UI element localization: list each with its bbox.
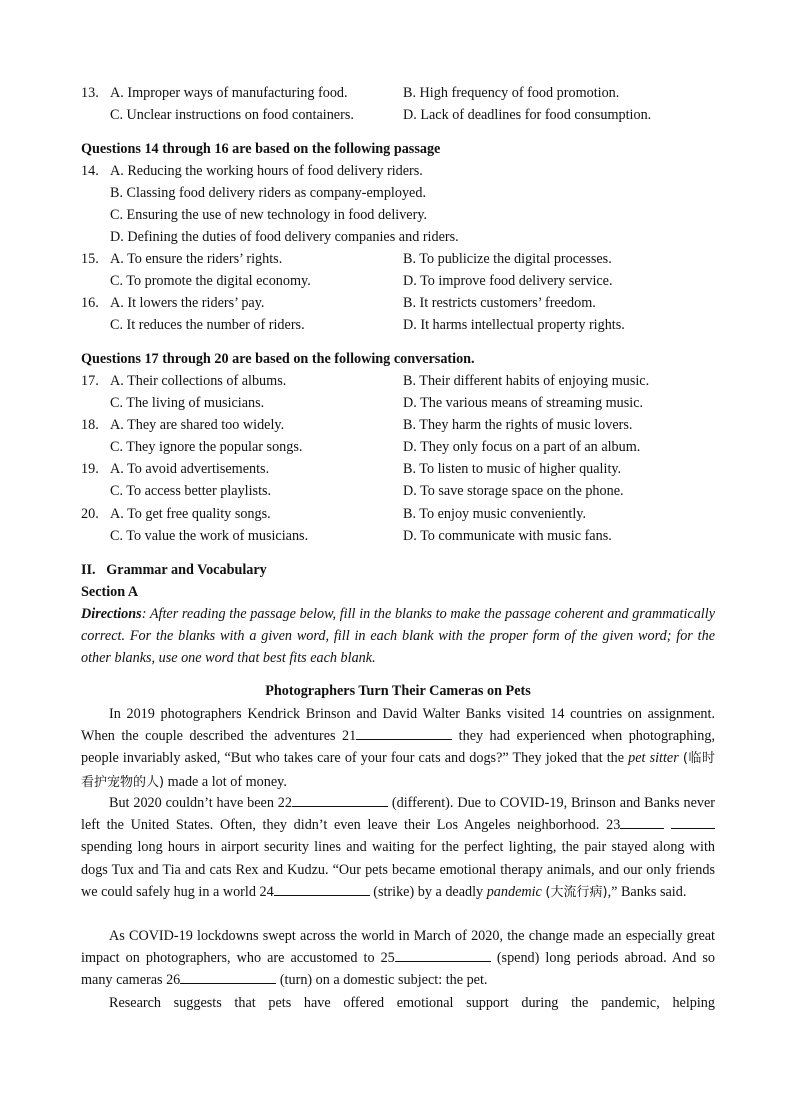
passage-paragraph-4 [81,992,715,1014]
question-number: 19. [81,461,99,477]
passage-paragraph-2 [81,792,715,904]
option-a: A. Reducing the working hours of food delivery riders. [110,163,423,179]
paragraph-text: (strike) by a deadly [369,883,487,900]
option-c: C. They ignore the popular songs. [110,439,303,455]
option-a: A. To avoid advertisements. [110,461,270,477]
blank-21[interactable] [356,725,452,740]
option-b: B. They harm the rights of music lovers. [403,417,633,433]
option-b: B. It restricts customers’ freedom. [403,295,596,311]
option-c: C. Ensuring the use of new technology in food delivery. [110,207,428,223]
paragraph-text: they had experienced when photographing, people invariably asked, “But who takes care of your four cats and dogs?” They joked that the [81,728,716,767]
option-b: B. To publicize the digital processes. [403,251,612,267]
option-c: C. To access better playlists. [110,483,272,499]
paragraph-text: Research suggests that pets have offered emotional support during the pandemic, helping [109,995,715,1011]
term-pandemic: pandemic [486,883,542,900]
option-d: D. Lack of deadlines for food consumption. [403,107,652,123]
option-d: D. To communicate with music fans. [403,528,612,544]
section-label: Section A [81,584,139,600]
section-header-14-16: Questions 14 through 16 are based on the following passage [81,141,441,157]
option-d: D. To improve food delivery service. [403,273,613,289]
paragraph-text: In 2019 photographers Kendrick Brinson and David Walter Banks visited 14 countries on assignment. When the couple described the adventures 21 [81,706,715,745]
chinese-gloss: (大流行病) [545,884,608,900]
passage-paragraph-1 [81,703,715,794]
blank-26[interactable] [180,969,276,984]
option-d: D. They only focus on a part of an album. [403,439,641,455]
blank-23a[interactable] [620,814,664,829]
question-number: 15. [81,251,99,267]
directions-text: : After reading the passage below, fill in the blanks to make the passage coherent and grammatically correct. For the blanks with a given word, fill in each blank with the proper form of the given word; for the other blanks, use one word that best fits each blank. [81,606,715,667]
passage-paragraph-3 [81,925,715,992]
paragraph-text: But 2020 couldn’t have been 22 [109,795,292,811]
blank-25[interactable] [395,947,491,962]
passage-title: Photographers Turn Their Cameras on Pets [265,683,531,699]
question-number: 18. [81,417,99,433]
option-c: C. The living of musicians. [110,395,265,411]
option-d: D. The various means of streaming music. [403,395,644,411]
option-d: D. Defining the duties of food delivery companies and riders. [110,229,459,245]
option-a: A. To ensure the riders’ rights. [110,251,283,267]
paragraph-text: made a lot of money. [164,773,287,790]
question-number: 14. [81,163,99,179]
paragraph-text: As COVID-19 lockdowns swept across the world in March of 2020, the change made an especially great impact on photographers, who are accustomed to 25 [81,928,715,967]
option-c: C. To value the work of musicians. [110,528,309,544]
option-b: B. To enjoy music conveniently. [403,506,587,522]
option-c: C. Unclear instructions on food containers. [110,107,354,123]
paragraph-text: ,” Banks said. [607,883,687,900]
option-a: A. To get free quality songs. [110,506,271,522]
option-a: A. It lowers the riders’ pay. [110,295,265,311]
option-b: B. Their different habits of enjoying music. [403,373,650,389]
option-a: A. They are shared too widely. [110,417,285,433]
question-number: 13. [81,85,99,101]
option-c: C. To promote the digital economy. [110,273,311,289]
blank-22[interactable] [292,792,388,807]
part-heading: II. Grammar and Vocabulary [81,562,267,578]
option-a: A. Their collections of albums. [110,373,287,389]
term-pet-sitter: pet sitter [628,750,679,767]
question-number: 16. [81,295,99,311]
option-b: B. Classing food delivery riders as company-employed. [110,185,426,201]
directions [81,603,715,670]
paragraph-text: (different). Due to COVID-19, Brinson and Banks never left the United States. Often, they didn’t even leave their Los Angeles neighborhood. 23 [81,795,715,834]
option-d: D. It harms intellectual property rights. [403,317,625,333]
directions-label: Directions [81,606,142,622]
paragraph-text: spending long hours in airport security lines and waiting for the perfect lighting, the pair stayed along with dogs Tux and Tia and cats Rex and Kudzu. “Our pets became emotional therapy animals, and our only friends we could safely hug in a world 24 [81,839,715,900]
option-b: B. High frequency of food promotion. [403,85,620,101]
option-a: A. Improper ways of manufacturing food. [110,85,348,101]
question-number: 20. [81,506,99,522]
blank-23b[interactable] [671,814,715,829]
option-b: B. To listen to music of higher quality. [403,461,622,477]
blank-24[interactable] [274,881,370,896]
paragraph-text: (turn) on a domestic subject: the pet. [276,972,488,989]
option-d: D. To save storage space on the phone. [403,483,624,499]
paragraph-text: (spend) long periods abroad. And so many cameras 26 [81,950,716,989]
question-number: 17. [81,373,99,389]
section-header-17-20: Questions 17 through 20 are based on the following conversation. [81,351,475,367]
chinese-gloss: (临时看护宠物的人) [81,751,716,790]
option-c: C. It reduces the number of riders. [110,317,305,333]
